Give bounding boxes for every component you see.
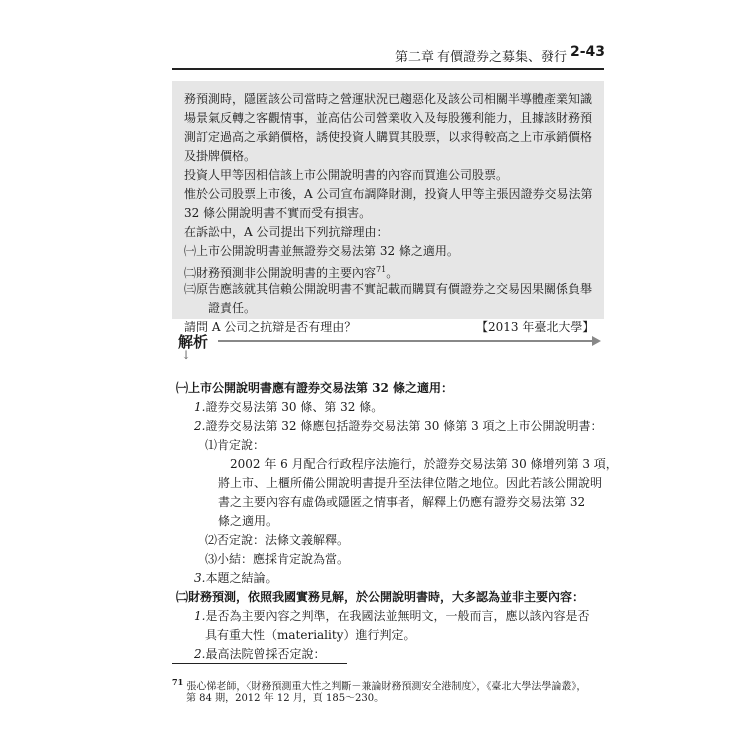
question-line: 務預測時，隱匿該公司當時之營運狀況已趨惡化及該公司相關半導體產業知識 [184, 92, 593, 106]
list-number: 1. [194, 609, 206, 623]
chapter-label: 第二章 [395, 50, 435, 65]
analysis-heading: 解析 [178, 333, 209, 351]
footnote-ref[interactable]: 71 [376, 265, 387, 274]
list-item [194, 399, 383, 415]
question-line: ㈠上市公開說明書並無證券交易法第 32 條之適用。 [184, 244, 459, 258]
list-item [194, 608, 589, 624]
question-line: ㈡財務預測非公開說明書的主要內容$^{71}$。 [184, 265, 399, 280]
footnote-number: 71 [172, 677, 184, 687]
page-header [395, 44, 605, 66]
question-line: 及掛牌價格。 [184, 149, 257, 163]
list-number: 2. [194, 647, 206, 661]
page-number: 2-43 [569, 44, 605, 60]
question-line-text: ㈡財務預測非公開說明書的主要內容 [184, 266, 377, 280]
question-line: 32 條公開說明書不實而受有損害。 [184, 206, 372, 220]
question-line: ㈢原告應該就其信賴公開說明書不實記載而購買有價證券之交易因果關係負舉 [184, 282, 593, 296]
list-item-text: 證券交易法第 32 條應包括證券交易法第 30 條第 3 項之上市公開說明書： [205, 419, 603, 433]
question-line: 投資人甲等因相信該上市公開說明書的內容而買進公司股票。 [184, 168, 509, 182]
list-item-text: 是否為主要內容之判準，在我國法並無明文，一般而言，應以該內容是否 [205, 609, 590, 623]
question-line: 測訂定過高之承銷價格，誘使投資人購買其股票，以求得較高之上市承銷價格 [184, 130, 593, 144]
arrow-right-icon [218, 340, 594, 342]
question-line: 在訴訟中，A 公司提出下列抗辯理由： [184, 225, 389, 239]
paragraph-line: 2002 年 6 月配合行政程序法施行，於證券交易法第 30 條增列第 3 項， [230, 457, 618, 471]
list-item [194, 646, 325, 662]
list-number: 3. [194, 571, 206, 585]
question-line: 惟於公司股票上市後，A 公司宣布調降財測，投資人甲等主張因證券交易法第 [184, 187, 593, 201]
arrow-head-icon [592, 336, 601, 346]
question-line: 場景氣反轉之客觀情事，並高估公司營業收入及每股獲利能力，且據該財務預 [184, 111, 593, 125]
paragraph-line: 將上市、上櫃所備公開說明書提升至法律位階之地位。因此若該公開說明 [218, 476, 603, 490]
sub-item: ⑴肯定說： [205, 438, 266, 452]
section-1-heading: ㈠上市公開說明書應有證券交易法第 32 條之適用： [176, 381, 454, 395]
list-number: 2. [194, 419, 206, 433]
list-item [194, 418, 603, 434]
sub-item: ⑵否定說：法條文義解釋。 [205, 533, 350, 547]
sub-item: ⑶小結：應採肯定說為當。 [205, 552, 350, 566]
footnote-line: 第 84 期，2012 年 12 月，頁 185～230。 [186, 693, 385, 704]
chapter-title: 有價證券之募集、發行 [437, 50, 568, 65]
section-2-heading: ㈡財務預測，依照我國實務見解，於公開說明書時，大多認為並非主要內容： [176, 590, 585, 604]
arrow-down-icon: ↓ [181, 348, 192, 362]
paragraph-line: 具有重大性（materiality）進行判定。 [205, 628, 416, 642]
list-item-text: 本題之結論。 [205, 571, 278, 585]
paragraph-line: 條之適用。 [218, 514, 279, 528]
list-item-text: 最高法院曾採否定說： [205, 647, 326, 661]
question-source: 【2013 年臺北大學】 [476, 320, 595, 334]
paragraph-line: 書之主要內容有虛偽或隱匿之情事者，解釋上仍應有證券交易法第 32 [218, 495, 586, 509]
question-line: 證責任。 [208, 301, 257, 315]
list-item-text: 證券交易法第 30 條、第 32 條。 [205, 400, 384, 414]
question-line: 請問 A 公司之抗辯是否有理由？ [184, 320, 357, 334]
header-rule [172, 68, 604, 70]
footnote-rule [172, 663, 347, 664]
list-item [194, 570, 277, 586]
footnote-text: 張心悌老師，〈財務預測重大性之判斷－兼論財務預測安全港制度〉，《臺北大學法學論叢》， [186, 681, 587, 693]
list-number: 1. [194, 400, 206, 414]
